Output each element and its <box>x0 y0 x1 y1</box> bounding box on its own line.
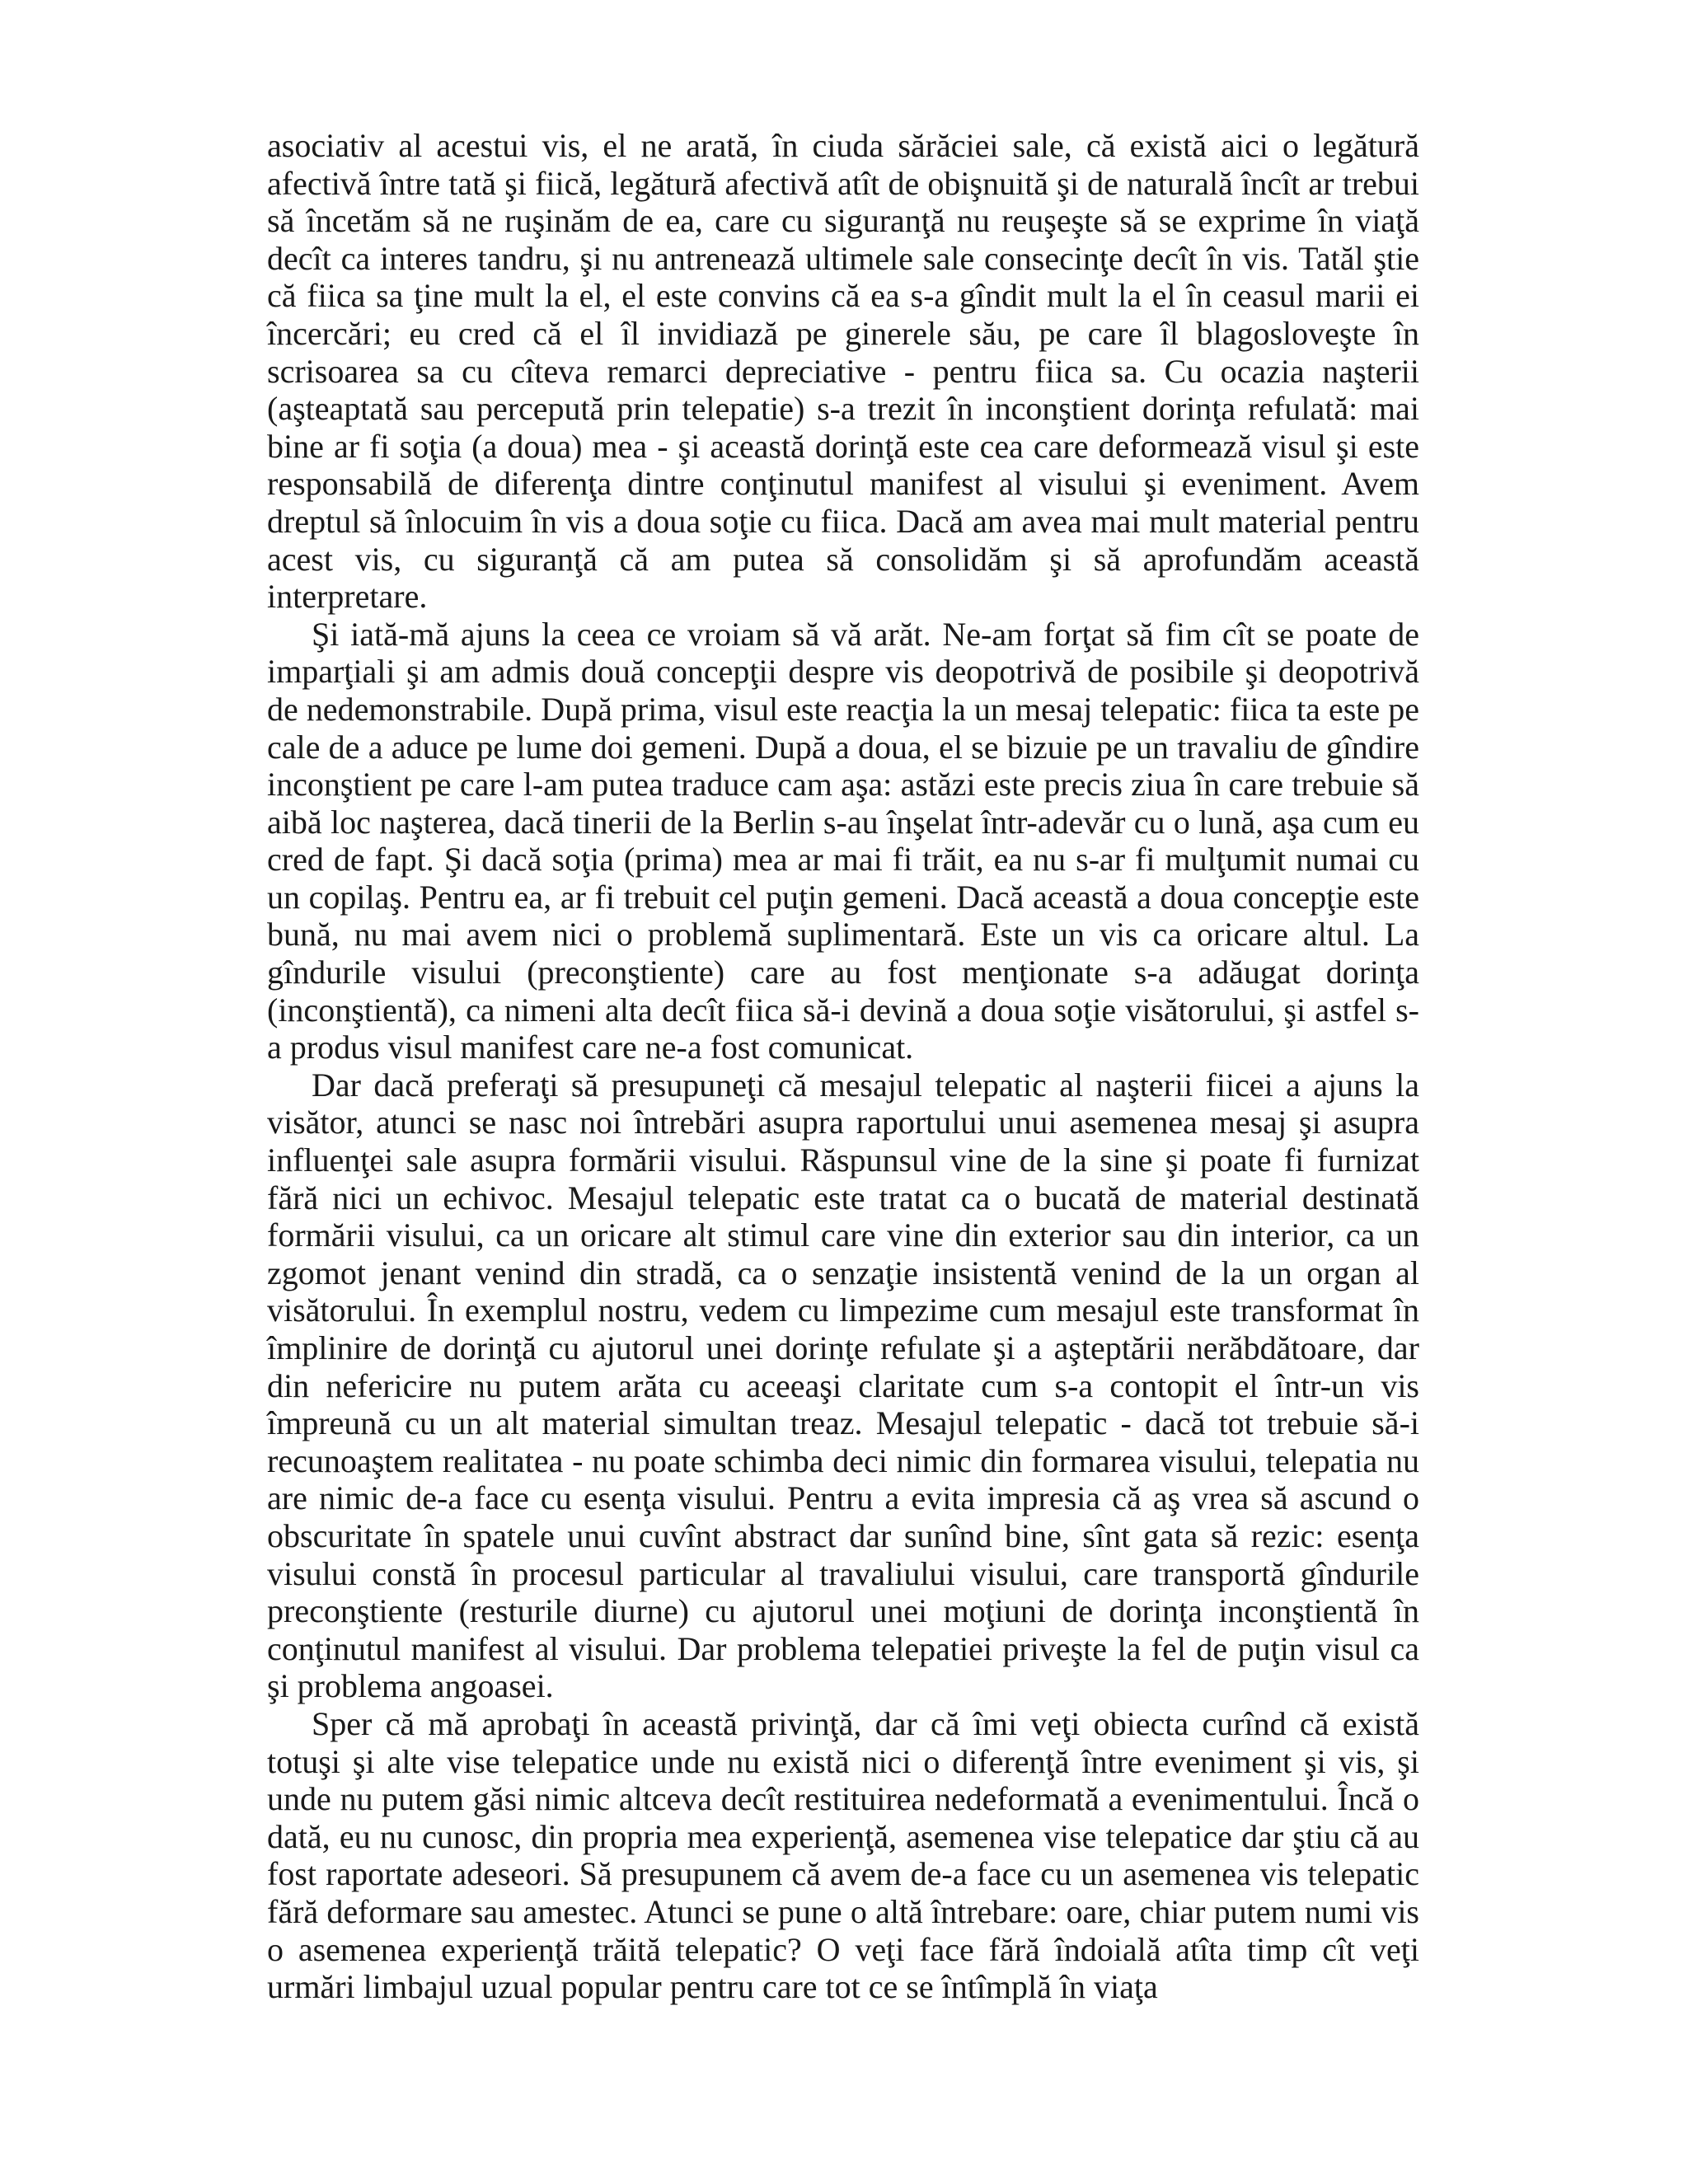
paragraph-3: Dar dacă preferaţi să presupuneţi că mesajul telepatic al naşterii fiicei a ajuns la visător, atunci se nasc noi întrebări asupra raportului unui asemenea mesaj şi asupra influenţei sale asupra formării visului. Răspunsul vine de la sine şi poate fi furnizat fără nici un echivoc. Mesajul telepatic este tratat ca o bucată de material destinată formării visului, ca un oricare alt stimul care vine din exterior sau din interior, ca un zgomot jenant venind din stradă, ca o senzaţie insistentă venind de la un organ al visătorului. În exemplul nostru, vedem cu limpezime cum mesajul este transformat în împlinire de dorinţă cu ajutorul unei dorinţe refulate şi a aşteptării nerăbdătoare, dar din nefericire nu putem arăta cu aceeaşi claritate cum s-a contopit el într-un vis împreună cu un alt material simultan treaz. Mesajul telepatic - dacă tot trebuie să-i recunoaştem realitatea - nu poate schimba deci nimic din formarea visului, telepatia nu are nimic de-a face cu esenţa visului. Pentru a evita impresia că aş vrea să ascund o obscuritate în spatele unui cuvînt abstract dar sunînd bine, sînt gata să rezic: esenţa visului constă în procesul particular al travaliului visului, care transportă gîndurile preconştiente (resturile diurne) cu ajutorul unei moţiuni de dorinţa inconştientă în conţinutul manifest al visului. Dar problema telepatiei priveşte la fel de puţin visul ca şi problema angoasei. <box>267 1066 1419 1705</box>
paragraph-2: Şi iată-mă ajuns la ceea ce vroiam să vă arăt. Ne-am forţat să fim cît se poate de imparţiali şi am admis două concepţii despre vis deopotrivă de posibile şi deopotrivă de nedemonstrabile. După prima, visul este reacţia la un mesaj telepatic: fiica ta este pe cale de a aduce pe lume doi gemeni. După a doua, el se bizuie pe un travaliu de gîndire inconştient pe care l-am putea traduce cam aşa: astăzi este precis ziua în care trebuie să aibă loc naşterea, dacă tinerii de la Berlin s-au înşelat într-adevăr cu o lună, aşa cum eu cred de fapt. Şi dacă soţia (prima) mea ar mai fi trăit, ea nu s-ar fi mulţumit numai cu un copilaş. Pentru ea, ar fi trebuit cel puţin gemeni. Dacă această a doua concepţie este bună, nu mai avem nici o problemă suplimentară. Este un vis ca oricare altul. La gîndurile visului (preconştiente) care au fost menţionate s-a adăugat dorinţa (inconştientă), ca nimeni alta decît fiica să-i devină a doua soţie visătorului, şi astfel s-a produs visul manifest care ne-a fost comunicat. <box>267 615 1419 1066</box>
paragraph-1: asociativ al acestui vis, el ne arată, în ciuda sărăciei sale, că există aici o legătură afectivă între tată şi fiică, legătură afectivă atît de obişnuită şi de naturală încît ar trebui să încetăm să ne ruşinăm de ea, care cu siguranţă nu reuşeşte să se exprime în viaţă decît ca interes tandru, şi nu antrenează ultimele sale consecinţe decît în vis. Tatăl ştie că fiica sa ţine mult la el, el este convins că ea s-a gîndit mult la el în ceasul marii ei încercări; eu cred că el îl invidiază pe ginerele său, pe care îl blagosloveşte în scrisoarea sa cu cîteva remarci depreciative - pentru fiica sa. Cu ocazia naşterii (aşteaptată sau percepută prin telepatie) s-a trezit în inconştient dorinţa refulată: mai bine ar fi soţia (a doua) mea - şi această dorinţă este cea care deformează visul şi este responsabilă de diferenţa dintre conţinutul manifest al visului şi eveniment. Avem dreptul să înlocuim în vis a doua soţie cu fiica. Dacă am avea mai mult material pentru acest vis, cu siguranţă că am putea să consolidăm şi să aprofundăm această interpretare. <box>267 127 1419 616</box>
document-page <box>267 127 1419 2006</box>
paragraph-4: Sper că mă aprobaţi în această privinţă, dar că îmi veţi obiecta curînd că există totuşi şi alte vise telepatice unde nu există nici o diferenţă între eveniment şi vis, şi unde nu putem găsi nimic altceva decît restituirea nedeformată a evenimentului. Încă o dată, eu nu cunosc, din propria mea experienţă, asemenea vise telepatice dar ştiu că au fost raportate adeseori. Să presupunem că avem de-a face cu un asemenea vis telepatic fără deformare sau amestec. Atunci se pune o altă întrebare: oare, chiar putem numi vis o asemenea experienţă trăită telepatic? O veţi face fără îndoială atîta timp cît veţi urmări limbajul uzual popular pentru care tot ce se întîmplă în viaţa <box>267 1704 1419 2006</box>
